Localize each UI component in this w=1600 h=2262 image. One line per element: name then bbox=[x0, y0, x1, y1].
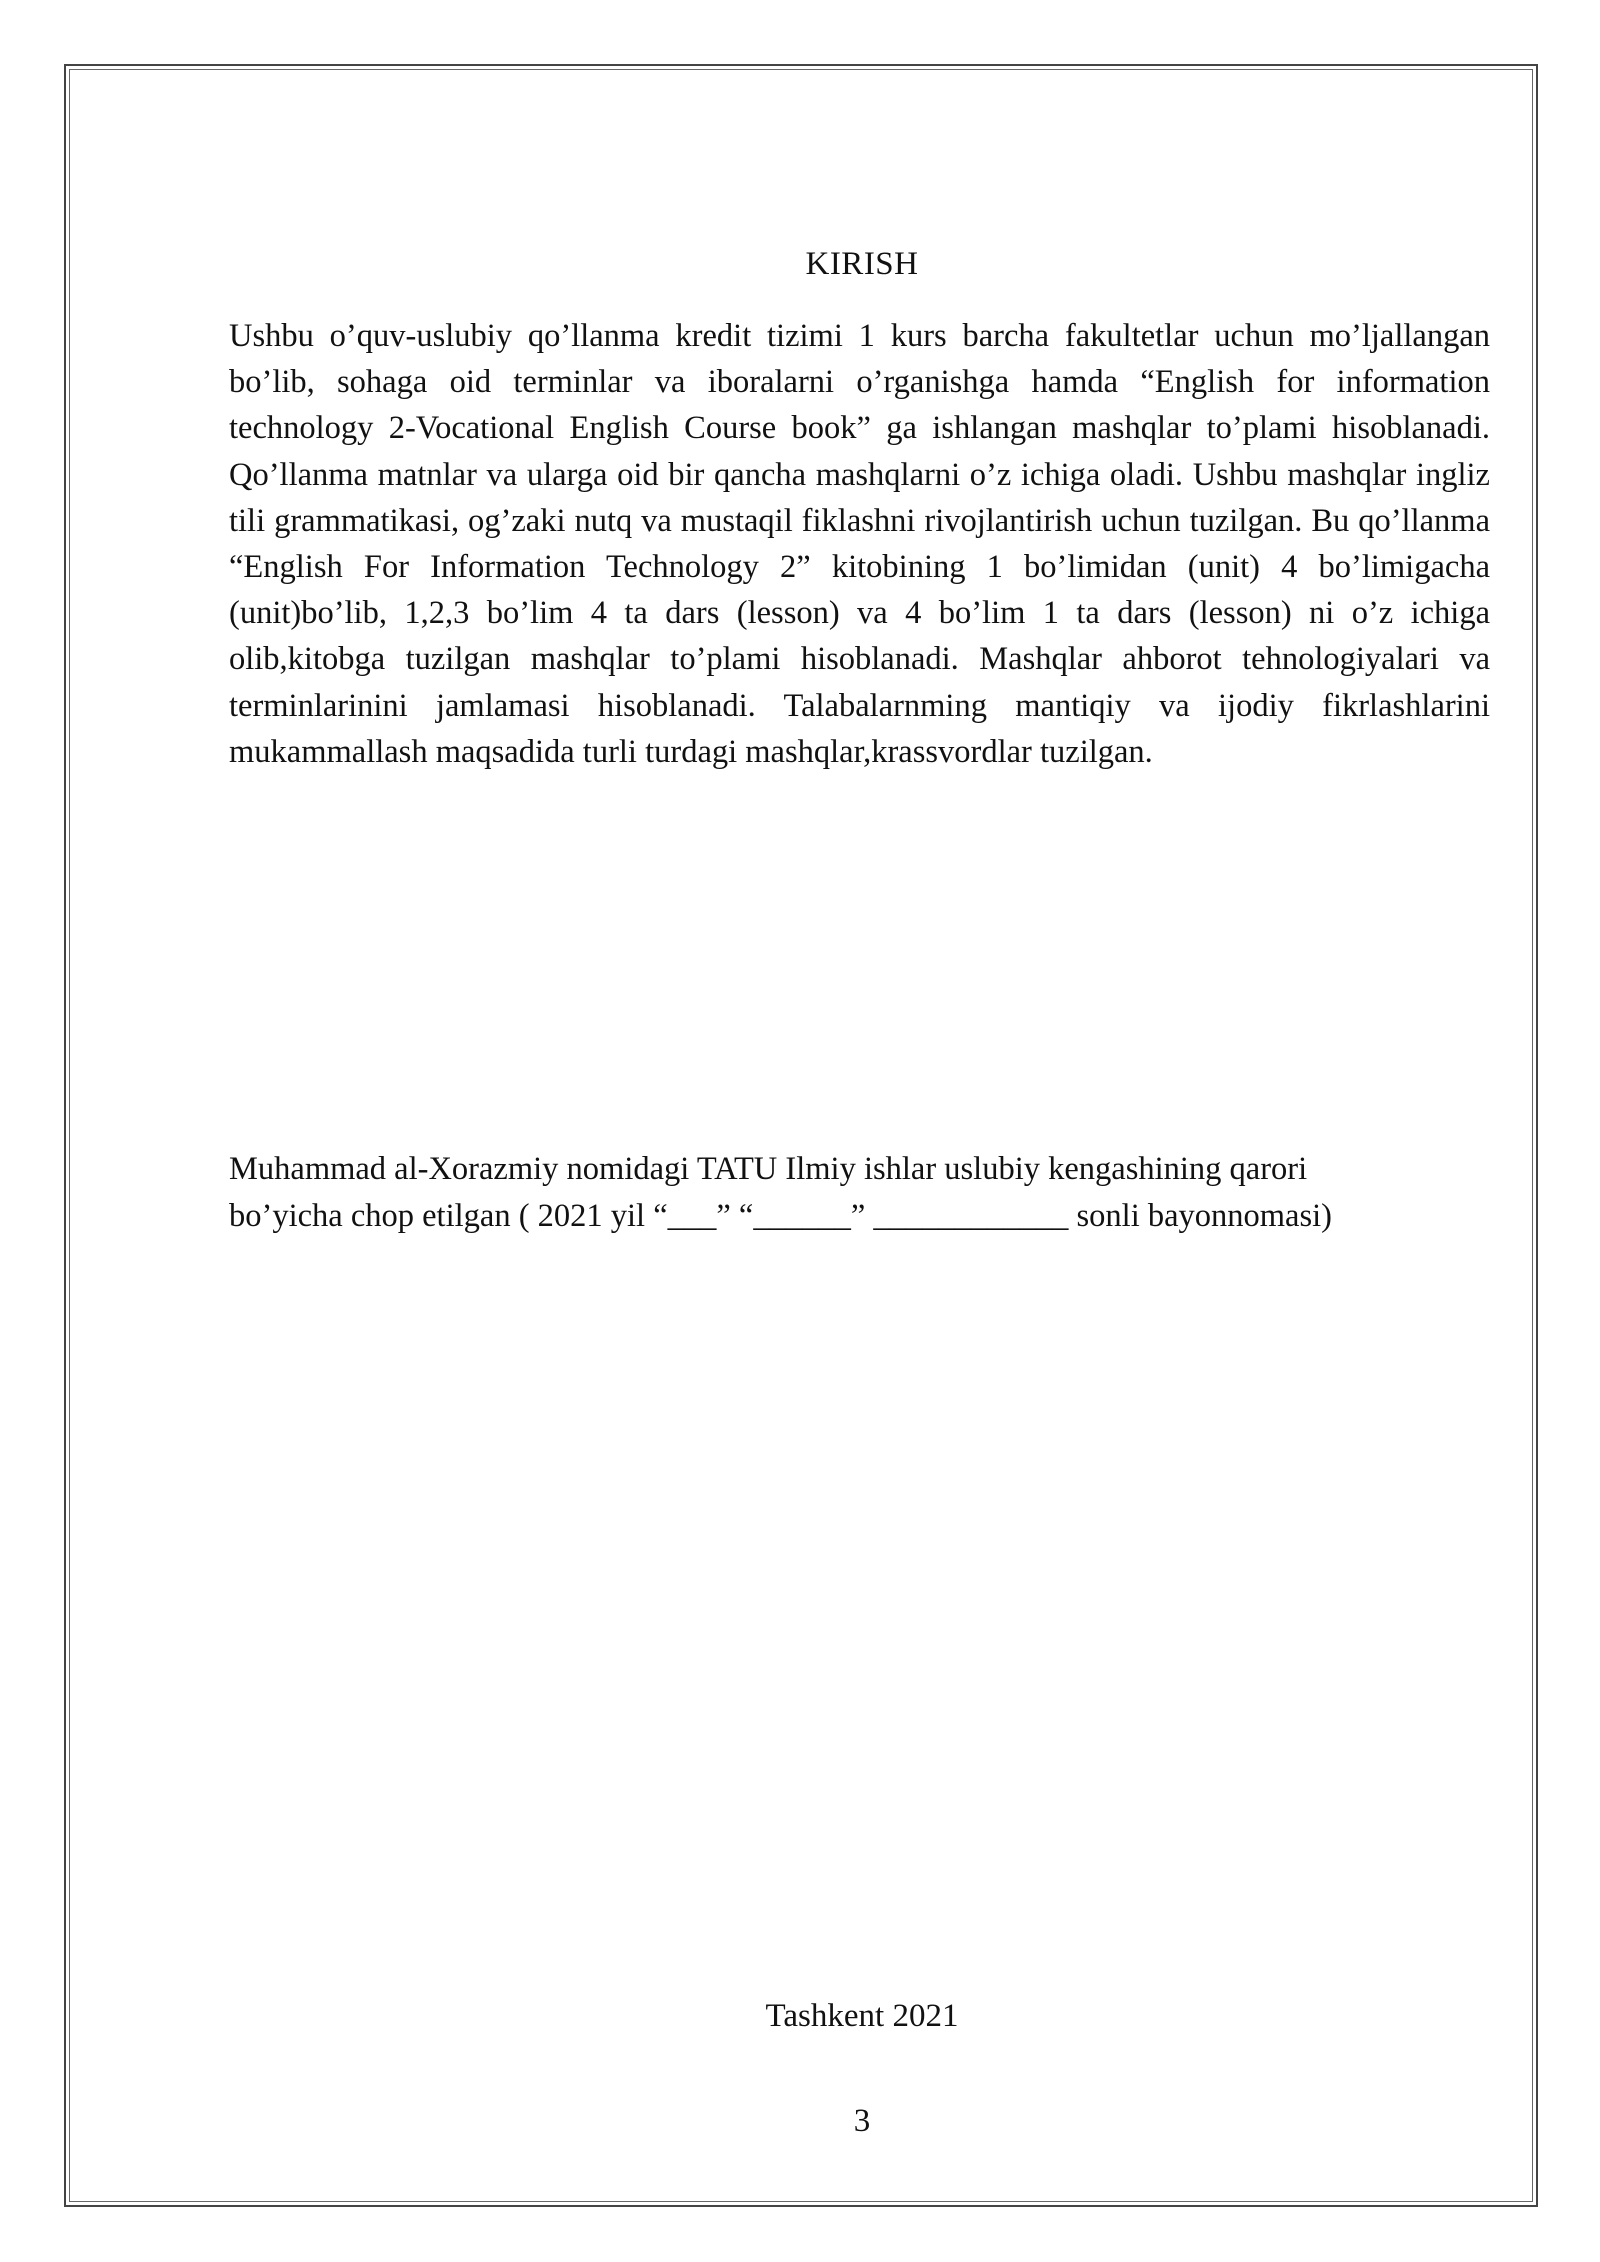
city-year: Tashkent 2021 bbox=[765, 1998, 959, 2034]
intro-paragraph: Ushbu o’quv-uslubiy qo’llanma kredit tizimi 1 kurs barcha fakultetlar uchun mo’ljallangan bo’lib, sohaga oid terminlar va iboralarni o’rganishga hamda “English for information technology 2-Vocational English Course book” ga ishlangan mashqlar to’plami hisoblanadi. Qo’llanma matnlar va ularga oid bir qancha mashqlarni o’z ichiga oladi. Ushbu mashqlar ingliz tili grammatikasi, og’zaki nutq va mustaqil fiklashni rivojlantirish uchun tuzilgan. Bu qo’llanma “English For Information Technology 2” kitobining 1 bo’limidan (unit) 4 bo’limigacha (unit)bo’lib, 1,2,3 bo’lim 4 ta dars (lesson) va 4 bo’lim 1 ta dars (lesson) ni o’z ichiga olib,kitobga tuzilgan mashqlar to’plami hisoblanadi. Mashqlar ahborot tehnologiyalari va terminlarinini jamlamasi hisoblanadi. Talabalarnming mantiqiy va ijodiy fikrlashlarini mukammallash maqsadida turli turdagi mashqlar,krassvordlar tuzilgan. bbox=[229, 318, 1490, 770]
approval-statement bbox=[229, 1146, 1529, 1240]
approval-line-2: bo’yicha chop etilgan ( 2021 yil “___” “______” ____________ sonli bayonnomasi) bbox=[229, 1198, 1332, 1234]
approval-line-1: Muhammad al-Xorazmiy nomidagi TATU Ilmiy ishlar uslubiy kengashining qarori bbox=[229, 1151, 1308, 1187]
section-title: KIRISH bbox=[805, 246, 919, 282]
page-number: 3 bbox=[853, 2103, 871, 2139]
